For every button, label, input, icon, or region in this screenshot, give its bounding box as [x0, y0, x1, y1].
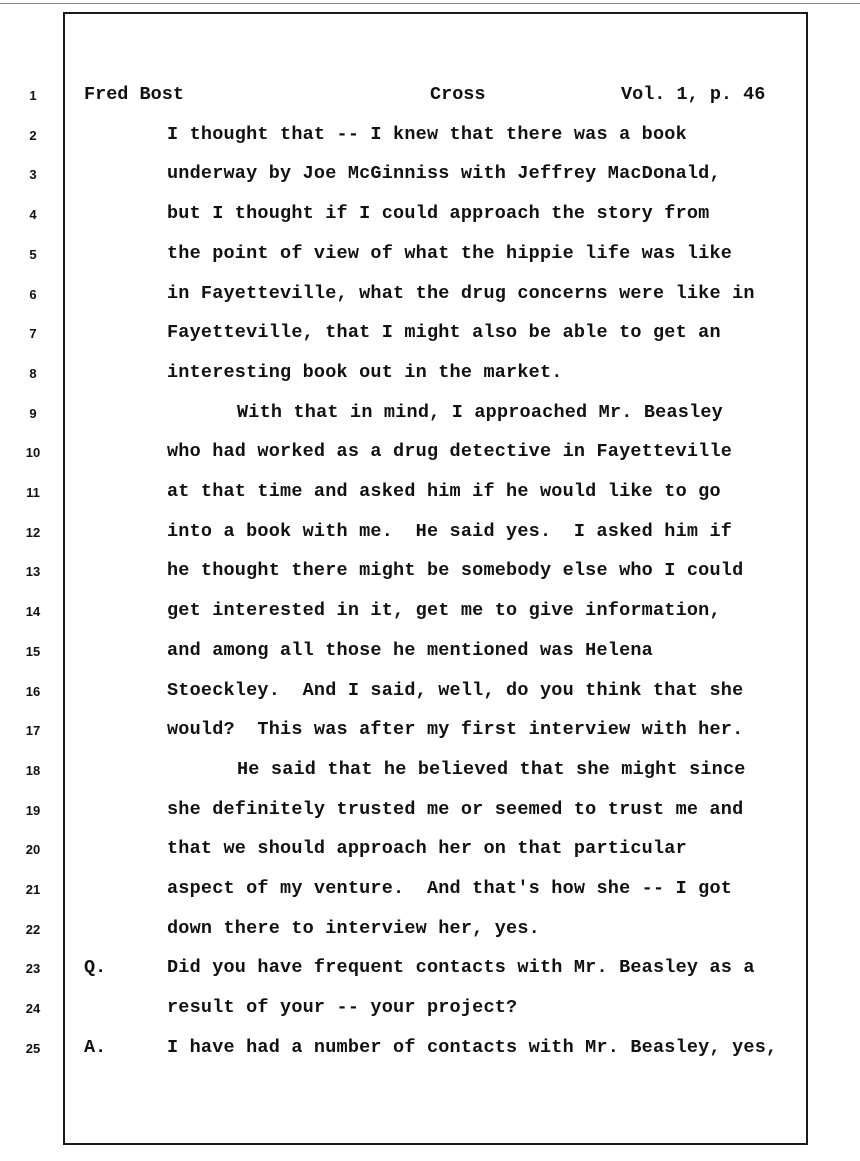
line-number: 16 [25, 683, 41, 699]
line-number: 11 [26, 485, 40, 500]
transcript-line: I have had a number of contacts with Mr. Beasley, yes, [167, 1036, 778, 1058]
transcript-line: and among all those he mentioned was Helena [167, 639, 653, 661]
transcript-line: I thought that -- I knew that there was a book [167, 123, 687, 145]
line-number: 5 [29, 246, 37, 262]
transcript-line: aspect of my venture. And that's how she -- I got [167, 878, 733, 899]
transcript-line: in Fayetteville, what the drug concerns were like in [167, 282, 755, 304]
transcript-line: at that time and asked him if he would like to go [167, 481, 721, 502]
line-number: 9 [29, 405, 37, 421]
transcript-line: With that in mind, I approached Mr. Beasley [237, 401, 723, 423]
volume-page: Vol. 1, p. 46 [621, 84, 766, 105]
line-number: 24 [25, 1001, 41, 1017]
transcript-line: underway by Joe McGinniss with Jeffrey MacDonald, [167, 163, 721, 185]
transcript-line: but I thought if I could approach the story from [167, 203, 710, 225]
line-number: 4 [29, 207, 37, 223]
line-number: 1 [29, 88, 37, 103]
line-number: 23 [25, 961, 41, 977]
transcript-line: who had worked as a drug detective in Fayetteville [167, 441, 733, 463]
transcript-line: get interested in it, get me to give information, [167, 600, 721, 622]
line-number: 6 [29, 286, 37, 302]
transcript-line: result of your -- your project? [167, 997, 518, 1019]
line-number: 18 [25, 762, 41, 778]
line-number: 8 [29, 365, 37, 381]
line-number: 20 [25, 842, 41, 858]
transcript-line: Fayetteville, that I might also be able to get an [167, 322, 721, 344]
line-number: 14 [25, 604, 41, 620]
line-number: 19 [25, 802, 41, 818]
transcript-line: interesting book out in the market. [167, 361, 563, 383]
examination-type: Cross [430, 84, 486, 105]
line-number: 21 [25, 882, 41, 897]
line-number: 10 [25, 445, 41, 461]
transcript-line: Did you have frequent contacts with Mr. Beasley as a [167, 957, 755, 979]
transcript-line: He said that he believed that she might since [237, 758, 746, 780]
transcript-line: Stoeckley. And I said, well, do you think that she [167, 679, 744, 701]
witness-name: Fred Bost [84, 84, 184, 105]
line-number: 17 [25, 723, 41, 739]
line-number: 7 [29, 326, 37, 342]
speaker-label: A. [84, 1036, 107, 1058]
transcript-line: he thought there might be somebody else who I could [167, 560, 744, 582]
line-number: 13 [25, 564, 41, 580]
transcript-line: down there to interview her, yes. [167, 917, 540, 939]
transcript-line: the point of view of what the hippie life was like [167, 242, 733, 264]
speaker-label: Q. [84, 957, 107, 979]
transcript-line: would? This was after my first interview with her. [167, 719, 744, 741]
line-number: 22 [25, 921, 41, 937]
transcript-line: that we should approach her on that particular [167, 838, 687, 860]
line-number: 12 [25, 524, 41, 540]
transcript-line: she definitely trusted me or seemed to trust me and [167, 798, 744, 820]
line-number: 3 [29, 167, 37, 183]
transcript-line: into a book with me. He said yes. I asked him if [167, 520, 733, 542]
line-number: 15 [25, 643, 41, 659]
line-number: 25 [25, 1040, 41, 1056]
scan-top-rule [0, 3, 860, 4]
line-number: 2 [29, 127, 37, 143]
